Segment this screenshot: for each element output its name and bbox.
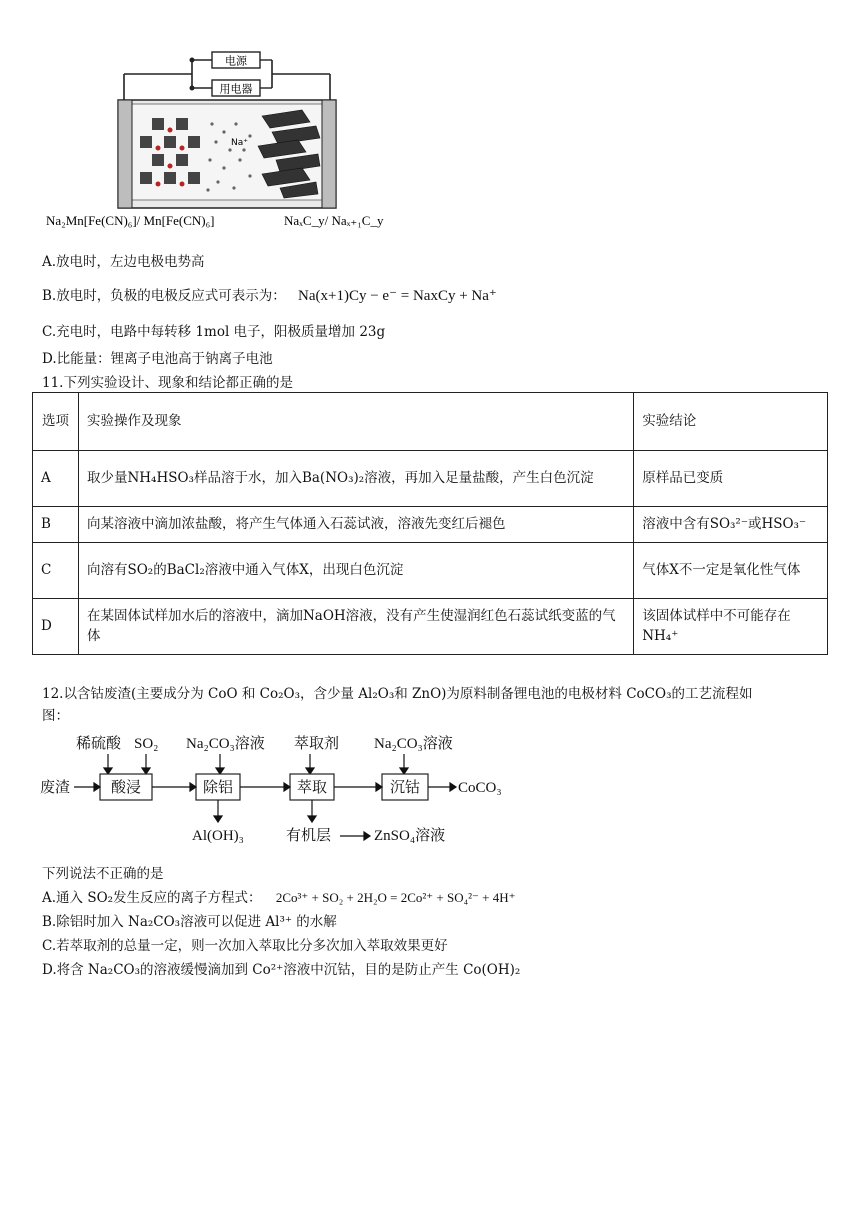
product-coco3: CoCO₃ <box>458 780 502 796</box>
q12-option-a-formula: 2Co³⁺ + SO₂ + 2H₂O = 2Co²⁺ + SO₄²⁻ + 4H⁺ <box>275 890 516 905</box>
table-row <box>33 451 828 507</box>
row-conclusion: 溶液中含有SO₃²⁻或HSO₃⁻ <box>634 507 828 543</box>
q10-option-c: C.充电时，电路中每转移 1mol 电子，阳极质量增加 23g <box>42 324 386 340</box>
znso4-solution: ZnSO₄溶液 <box>374 828 446 844</box>
table-row <box>33 543 828 599</box>
ion-label: Na⁺ <box>231 138 248 148</box>
table-row <box>33 507 828 543</box>
reagent-extractant: 萃取剂 <box>294 734 340 752</box>
reagent-na2co3-1: Na₂CO₃溶液 <box>186 736 265 752</box>
box-label-extract: 萃取 <box>296 778 328 796</box>
q12-option-a-prefix: A.通入 SO₂发生反应的离子方程式： <box>42 890 262 906</box>
row-option: C <box>33 543 79 599</box>
q10-option-d: D.比能量：锂离子电池高于钠离子电池 <box>42 351 273 367</box>
left-electrode-label: Na₂Mn[Fe(CN)₆]/ Mn[Fe(CN)₆] <box>46 213 215 228</box>
q10-option-a: A.放电时，左边电极电势高 <box>42 254 205 270</box>
row-operation: 向某溶液中滴加浓盐酸，将产生气体通入石蕊试液，溶液先变红后褪色 <box>78 507 633 543</box>
box-label-remove-al: 除铝 <box>202 778 234 796</box>
q10-option-b <box>42 284 497 305</box>
reagent-so2: SO₂ <box>134 736 159 752</box>
table-header-row <box>33 393 828 451</box>
q12-stem-line2: 图： <box>42 708 69 724</box>
row-operation: 向溶有SO₂的BaCl₂溶液中通入气体X，出现白色沉淀 <box>78 543 633 599</box>
input-waste: 废渣 <box>40 778 71 796</box>
process-flow-diagram <box>36 728 556 852</box>
q10-option-b-prefix: B.放电时，负极的电极反应式可表示为： <box>42 288 286 304</box>
reagent-na2co3-2: Na₂CO₃溶液 <box>374 736 453 752</box>
q12-stem-line1: 12.以含钴废渣(主要成分为 CoO 和 Co₂O₃，含少量 Al₂O₃和 ZnO)为原料制备锂电池的电极材料 CoCO₃的工艺流程如 <box>42 686 753 702</box>
q11-table <box>32 392 828 655</box>
reagent-sulfuric-acid: 稀硫酸 <box>76 734 122 752</box>
right-electrode-label: NaₓC_y/ Naₓ₊₁C_y <box>284 213 384 228</box>
row-operation: 取少量NH₄HSO₃样品溶于水，加入Ba(NO₃)₂溶液，再加入足量盐酸，产生白色沉淀 <box>78 451 633 507</box>
row-option: D <box>33 599 79 655</box>
row-conclusion: 气体X不一定是氧化性气体 <box>634 543 828 599</box>
header-operation: 实验操作及现象 <box>78 393 633 451</box>
device-label: 用电器 <box>219 82 253 96</box>
q12-option-c: C.若萃取剂的总量一定，则一次加入萃取比分多次加入萃取效果更好 <box>42 938 448 954</box>
right-electrode-plate <box>322 100 336 208</box>
row-option: A <box>33 451 79 507</box>
organic-layer: 有机层 <box>286 826 332 844</box>
header-option: 选项 <box>33 393 79 451</box>
q12-option-d: D.将含 Na₂CO₃的溶液缓慢滴加到 Co²⁺溶液中沉钴，目的是防止产生 Co(OH)₂ <box>42 962 521 978</box>
row-option: B <box>33 507 79 543</box>
power-label: 电源 <box>225 54 247 68</box>
q11-stem: 11.下列实验设计、现象和结论都正确的是 <box>42 375 293 391</box>
box-label-acid-leach: 酸浸 <box>110 778 142 796</box>
left-electrode-plate <box>118 100 132 208</box>
q12-question: 下列说法不正确的是 <box>42 866 164 882</box>
q12-option-a <box>42 886 516 906</box>
row-operation: 在某固体试样加水后的溶液中，滴加NaOH溶液，没有产生使湿润红色石蕊试纸变蓝的气体 <box>78 599 633 655</box>
battery-diagram <box>40 40 384 235</box>
header-conclusion: 实验结论 <box>634 393 828 451</box>
row-conclusion: 原样品已变质 <box>634 451 828 507</box>
byproduct-aloh3: Al(OH)₃ <box>192 828 244 844</box>
q10-option-b-formula: Na(x+1)Cy − e⁻ = NaxCy + Na⁺ <box>298 288 497 304</box>
box-label-precipitate-co: 沉钴 <box>389 778 421 796</box>
row-conclusion: 该固体试样中不可能存在NH₄⁺ <box>634 599 828 655</box>
table-row <box>33 599 828 655</box>
q12-option-b: B.除铝时加入 Na₂CO₃溶液可以促进 Al³⁺ 的水解 <box>42 914 337 930</box>
